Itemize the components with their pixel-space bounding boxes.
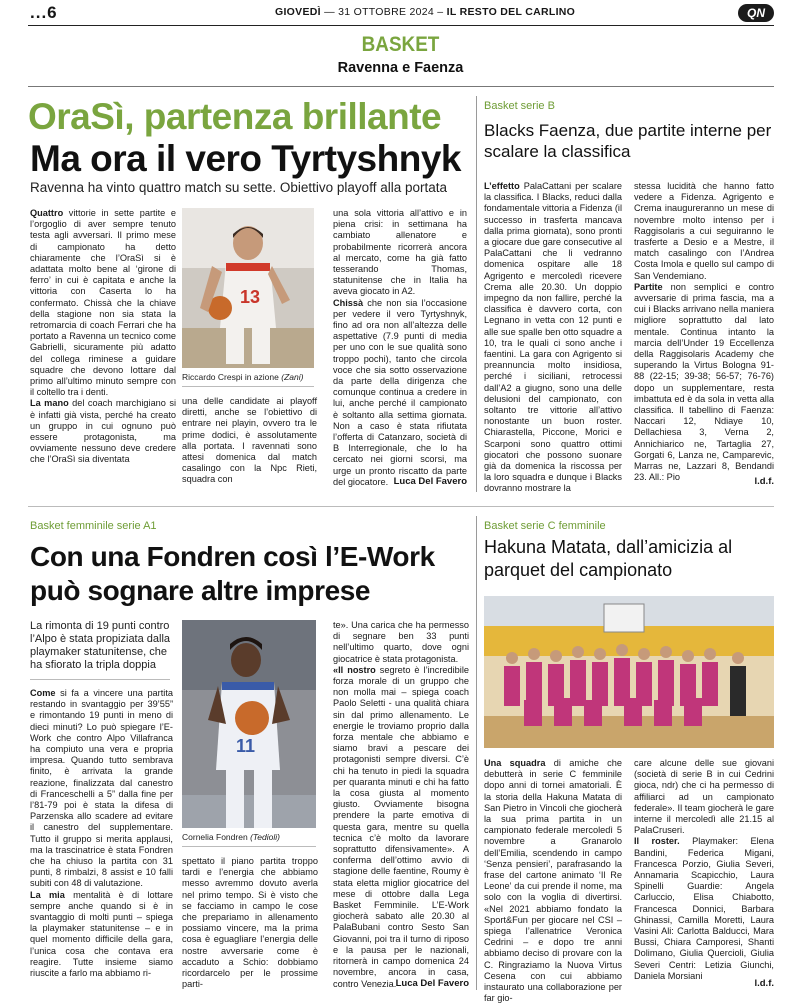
svg-text:13: 13 xyxy=(240,287,261,307)
main-title-green: OraSì, partenza brillante xyxy=(28,96,442,137)
main-column-1 xyxy=(30,208,176,484)
hakuna-col1-p1: di amiche che debutterà in serie C femminile dopo anni di tornei amatoriali. È la storia della Hakuna Matata di San Pietro in Vincoli che giocherà la sua prima partita in un campionato federale mercoledì 5 novembre a Granarolo dell’Emilia, scendendo in campo ‘Senza pensieri’, parafrasando la frase del cartone animato ‘Il Re Leone’ da cui prende il nome, ma solo con la voglia di divertirsi. «Nel 2021 abbiamo fondato la Sport&Fun per giocare nel CSI – spiega l’allenatrice Veronica Cedrini – e dopo tre anni abbiamo deciso di provare con la C. Ringraziamo la Nuova Virtus Cesena con cui abbiamo instaurato una collaborazione per far gio- xyxy=(484,758,622,1004)
hakuna-col2-lead2: Il roster. xyxy=(634,836,680,847)
header-dateline xyxy=(275,6,575,18)
faenza-signature: l.d.f. xyxy=(754,476,774,487)
hakuna-col2-p1: care alcune delle sue giovani (società di serie B in cui Cedrini gioca, ndr) che ci ha permesso di affiliarci ad un campionato federale». Il team giocherà le gare interne il mercoledì alle 21.15 al PalaCruseri. xyxy=(634,758,774,836)
main-signature: Luca Del Favero xyxy=(393,476,467,487)
section-subtitle: Ravenna e Faenza xyxy=(337,60,464,76)
fondren-photo-svg xyxy=(182,620,316,828)
fondren-photo-rule xyxy=(182,846,316,847)
faenza-col2-p1: stessa lucidità che hanno fatto vedere a Fidenza. Agrigento e Crema inaugureranno un mese di novembre molto intenso per i Raggisolaris a cui seguiranno le trasferte a Desio e a Mestre, il match casalingo con l’Andrea Costa Imola e quello sul campo di San Vendemiano. xyxy=(634,181,774,281)
header-separator: — xyxy=(320,6,339,18)
crespi-caption xyxy=(182,372,317,382)
ework-lead: La rimonta di 19 punti contro l’Alpo è stata propiziata dalla playmaker statunitense, che ha sfiorato la tripla doppia xyxy=(30,620,171,671)
crespi-caption-text: Riccardo Crespi in azione xyxy=(182,372,279,382)
ework-lead-rule xyxy=(30,679,170,680)
ework-column-2: spettato il piano partita troppo tardi e l’energia che abbiamo messo avremmo dovuto averla nel primo tempo. Si è visto che se facciamo in campo le cose che prepariamo in allenamento possiamo vincere, ma la prima cosa è eguagliare l’energia delle nostre avversarie come è accaduto a Schio: dobbiamo ricordarcelo per le prossime parti- xyxy=(182,856,318,990)
ework-signature: Luca Del Favero xyxy=(395,978,469,989)
header-dash: – xyxy=(434,6,447,18)
hakuna-column-1 xyxy=(484,758,622,1004)
crespi-photo-svg xyxy=(182,208,314,368)
ework-title-line-1: Con una Fondren così l’E-Work xyxy=(30,541,435,572)
hakuna-team-photo xyxy=(484,596,774,748)
main-col3-lead2: Chissà xyxy=(333,297,364,308)
main-col1-lead: Quattro xyxy=(30,208,64,218)
crespi-credit: (Zani) xyxy=(281,372,304,382)
fondren-photo xyxy=(182,620,316,828)
header-day: GIOVEDÌ xyxy=(275,6,321,18)
hakuna-signature: l.d.f. xyxy=(754,978,774,989)
fondren-credit: (Tedioli) xyxy=(250,832,280,842)
faenza-kicker: Basket serie B xyxy=(484,100,555,112)
hakuna-title: Hakuna Matata, dall’amicizia al parquet del campionato xyxy=(484,537,733,580)
ework-title-line-2: può sognare altre imprese xyxy=(30,575,371,606)
ework-col1-p1: si fa a vincere una partita restando in svantaggio per 39’55” e rimontando 19 punti in meno di dieci minuti? Lo può spiegare l’E-Work che contro Alpo Villafranca ha compiuto una vera e propria impresa. Quando tutto sembrava finito, è arrivata la grande reazione, finalizzata dal canestro di Franceschelli a 5” dalla fine per l’81-79 poi è stata la difesa di Parzenska allo scadere ad evitare il canestro del supplementare. Tutto il gruppo si merita applausi, ma la trascinatrice è stata Fondren che ha chiuso la partita con 31 punti, 8 rimbalzi, 8 assist e 10 falli subiti con 48 di valutazione. xyxy=(30,688,173,889)
photo-rule xyxy=(182,386,314,387)
hakuna-team-photo-svg xyxy=(484,596,774,748)
main-title-black: Ma ora il vero Tyrtyshnyk xyxy=(30,138,461,179)
main-col1-lead2: La mano xyxy=(30,398,69,409)
fondren-caption-text: Cornelia Fondren xyxy=(182,832,248,842)
ework-col3-lead2: «Il nostro xyxy=(333,664,376,675)
faenza-title: Blacks Faenza, due partite interne per scalare la classifica xyxy=(484,121,772,161)
hakuna-column-2 xyxy=(634,758,774,981)
faenza-col2-lead2: Partite xyxy=(634,281,663,292)
fondren-caption xyxy=(182,832,317,842)
qn-logo: QN xyxy=(738,4,774,22)
main-col3-p1: una sola vittoria all’attivo e in piena crisi: in settimana ha cambiato allenatore e probabilmente ricorrerà ancora al mercato, come ha già fatto tesserando Thomas, statunitense che in Italia ha aveva giocato in A2. xyxy=(333,208,467,297)
faenza-col1-lead: L’effetto xyxy=(484,181,520,191)
column-divider-top xyxy=(476,96,477,492)
main-col1-p2: del coach marchigiano si è infatti già vista, perché ha creato un gruppo in cui ognuno può essere protagonista, ma ovviamente nessuno deve credere che l’OraSì sia diventata xyxy=(30,398,176,465)
header-date: 31 OTTOBRE 2024 xyxy=(338,6,435,18)
faenza-column-1 xyxy=(484,181,622,494)
hakuna-col2-p2: Playmaker: Elena Bandini, Federica Migani, Francesca Porzio, Giulia Severi, Annamaria Scapicchio, Laura Spinelli Guardie: Angela Carluccio, Elisa Chiabotto, Francesca Donnici, Barbara Ghinassi, Camilla Moretti, Laura Vasini Ali: Carlotta Balducci, Mara Bussi, Chiara Camporesi, Shanti Dolimano, Giulia Quercioli, Giulia Severi Centri: Letizia Giunchi, Daniela Morsiani xyxy=(634,836,774,981)
header-rule xyxy=(28,25,774,26)
crespi-photo xyxy=(182,208,314,368)
middle-rule xyxy=(28,506,774,507)
main-col3-p2: che non sia l’occasione per vedere il vero Tyrtyshnyk, fino ad ora non all’altezza delle aspettative (7.9 punti di media per uno con le sue qualità sono troppo pochi), tanto che circola voce che sia sotto osservazione da parte della dirigenza che comunque continua a credere in lui, anche perché il campionato è soltanto alla settima giornata. Non a caso è stata rifiutata l’offerta di Catanzaro, società di B Interregionale, che lo ha cercato nei giorni scorsi, ma urge un pronto riscatto da parte del giocatore. xyxy=(333,297,467,487)
faenza-col1-p1: PalaCattani per scalare la classifica. I Blacks, reduci dalla fondamentale vittoria a Fidenza (il successo in trasferta mancava dalla prima giornata), sono pronti a giocare due gare consecutive al PalaCattani che li vedranno domenica ospitare alle 18 Agrigento e mercoledì ricevere Crema alle 20.30. Un doppio impegno da non fallire, perché la classifica è davvero corta, con Legnano in vetta con 12 punti e alle sue spalle ben otto squadre a 10, tra le quali ci sono anche i faentini. La gara con Agrigento si preannuncia molto insidiosa, perché i siciliani, retrocessi dall’A2 a giugno, sono una delle delusioni del campionato, con soltanto tre vittorie all’attivo nonostante un buon roster. Chiarastella, Piccone, Morici e Scarponi sono quattro ottimi giocatori che possono suonare già da domenica la riscossa per la loro squadra e dunque i Blacks dovranno mostrare la xyxy=(484,181,622,494)
ework-column-1 xyxy=(30,688,173,988)
hakuna-kicker: Basket serie C femminile xyxy=(484,520,606,532)
main-column-2: una delle candidate ai playoff diretti, anche se l’obiettivo di entrare nei playin, ovvero tra le prime dodici, è assolutamente alla portata. I ravennati sono attesi domenica dal match casalingo con la Npc Rieti, squadra con xyxy=(182,396,317,485)
header-newspaper: IL RESTO DEL CARLINO xyxy=(446,6,576,18)
hakuna-col1-lead: Una squadra xyxy=(484,758,546,768)
column-divider-bottom xyxy=(476,516,477,990)
section-title: BASKET xyxy=(361,33,440,56)
ework-kicker: Basket femminile serie A1 xyxy=(30,520,157,532)
ework-col1-p2: mentalità è di lottare sempre anche quando si è in svantaggio di molti punti – spiega la playmaker statunitense – e in quel momento difficile della gara, l’unica cosa che contava era reagire. Tutte insieme siamo riuscite a farlo ma abbiamo ri- xyxy=(30,889,173,979)
section-rule xyxy=(28,86,774,87)
main-col1-p1: vittorie in sette partite e l’orgoglio di aver sempre tenuto testa agli avversari. Il primo mese di campionato ha detto chiaramente che l’OraSì si è adattata molto bene al ‘girone di ferro’ in cui è capitata e anche la vittoria con Caserta lo ha confermato. Chissà che la chiave della stagione non sia stata la retromarcia di coach Ferrari che ha portato a Ravenna un tecnico come Gabrielli, sicuramente più adatto del collega riminese a guidare squadre che devono lottare dal primo all’ultimo minuto sempre con il coltello tra i denti. xyxy=(30,208,176,398)
page-number: ...6 xyxy=(30,3,58,22)
ework-col3-p2: segreto è l’incredibile forza morale di un gruppo che non molla mai – spiega coach Paolo Seletti - una qualità chiara sin dal primo allenamento. Le energie le troviamo proprio dalla forza mentale che abbiamo e siamo bravi a pescare dei protagonisti sempre diversi. C’è chi ha tenuto in piedi la squadra per quaranta minuti e chi ha fatto la cosa giusta al momento giusto. Ovviamente bisogna prendere la parte emotiva di questa gara, mentre su quella tecnica c’è molto da lavorare soprattutto difensivamente». A conferma dell’ottimo avvio di stagione delle faentine, Roumy è stata eletta miglior giocatrice del mese di ottobre dalla Lega Basket Femminile. L’E-Work giocherà sabato alle 20.30 al PalaBubani contro Sesto San Giovanni, poi tra il turno di riposo e la pausa per le nazionali, ritornerà in campo domenica 24 novembre, ancora in casa, contro Venezia. xyxy=(333,664,469,989)
ework-col1-lead: Come xyxy=(30,688,56,698)
svg-text:11: 11 xyxy=(236,736,256,756)
ework-col1-lead2: La mia xyxy=(30,889,65,900)
ework-col3-p1: te». Una carica che ha permesso di segnare ben 33 punti nell’ultimo quarto, dove ogni giocatrice è stata protagonista. xyxy=(333,620,469,664)
faenza-col2-p2: non semplici e contro avversarie di prima fascia, ma a cui i Blacks arrivano nella maniera migliore soprattutto dal lato mentale. Continua intanto la marcia dell’Under 19 Eccellenza della Raggisolaris Academy che superando la Virtus Bologna 91-88 (22-15; 39-38; 56-57; 76-76) dopo un supplementare, resta imbattuta ed è da sola in vetta alla classifica. Il tabellino di Faenza: Naccari 12, Ndiaye 10, Dellachiesa 3, Verna 2, Annichiarico ne, Tartaglia 27, Gorgati 6, Lanza ne, Camparevic, Marras ne, Lazzari 8, Bendandi 23. All.: Pio xyxy=(634,281,774,483)
main-subtitle: Ravenna ha vinto quattro match su sette. Obiettivo playoff alla portata xyxy=(30,180,447,195)
